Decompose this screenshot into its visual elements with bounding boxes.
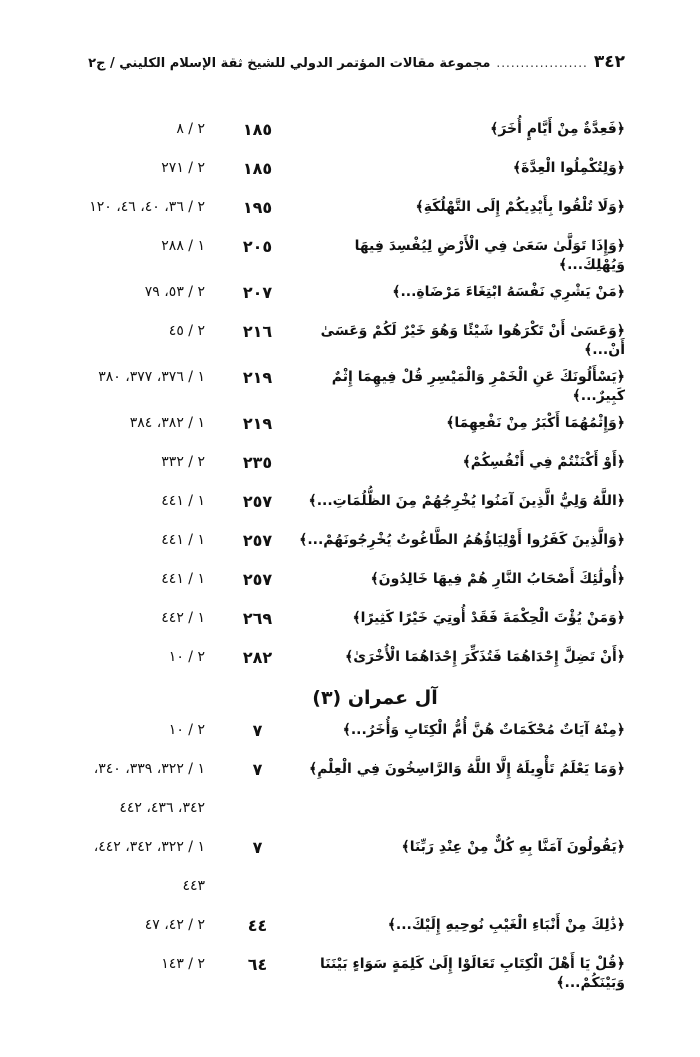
verse-number: ٢٦٩ xyxy=(242,609,273,628)
index-row xyxy=(0,406,700,445)
verse-number: ٢٥٧ xyxy=(242,492,273,511)
index-row xyxy=(0,151,700,190)
page-references: ١ / ٤٤١ xyxy=(161,571,205,587)
index-row xyxy=(0,484,700,523)
index-row xyxy=(0,830,700,869)
verse-text: ﴿فَعِدَّةٌ مِنْ أَيَّامٍ أُخَرَ﴾ xyxy=(490,121,625,137)
verse-text: ﴿وَعَسَىٰ أَنْ تَكْرَهُوا شَيْئًا وَهُوَ خَيْرٌ لَكُمْ وَعَسَىٰ أَنْ...﴾ xyxy=(320,323,625,358)
verse-number: ٢٠٥ xyxy=(242,237,273,256)
verse-number: ٢٠٧ xyxy=(242,283,273,302)
index-row xyxy=(0,360,700,406)
verse-number: ٢٨٢ xyxy=(242,648,273,667)
page-references: ٢ / ٢٧١ xyxy=(161,160,205,176)
index-row xyxy=(0,947,700,993)
verse-number: ٢١٩ xyxy=(242,414,273,433)
header-title: مجموعة مقالات المؤتمر الدولي للشيخ ثقة الإسلام الكليني / ج٢ xyxy=(88,56,491,71)
verse-number: ٢٥٧ xyxy=(242,570,273,589)
verse-text: ﴿وَلِتُكْمِلُوا الْعِدَّةَ﴾ xyxy=(512,160,625,176)
verse-text: ﴿وَالَّذِينَ كَفَرُوا أَوْلِيَاؤُهُمُ الطَّاغُوتُ يُخْرِجُونَهُمْ...﴾ xyxy=(299,532,625,548)
page-references: ٢ / ٨ xyxy=(176,121,205,137)
verse-number: ٦٤ xyxy=(247,955,268,974)
index-row xyxy=(0,791,700,830)
index-row xyxy=(0,601,700,640)
verse-text: ﴿أَنْ تَضِلَّ إِحْدَاهُمَا فَتُذَكِّرَ إِحْدَاهُمَا الْأُخْرَىٰ﴾ xyxy=(345,649,625,665)
verse-text: ﴿أُولَٰئِكَ أَصْحَابُ النَّارِ هُمْ فِيهَا خَالِدُونَ﴾ xyxy=(370,571,625,587)
index-row xyxy=(0,445,700,484)
index-row xyxy=(0,523,700,562)
page-references: ٢ / ٣٣٢ xyxy=(161,454,205,470)
verse-number: ٢١٦ xyxy=(242,322,273,341)
page-references: ٢ / ٤٥ xyxy=(168,323,205,339)
page-references: ٢ / ٥٣، ٧٩ xyxy=(144,284,205,300)
verse-text: ﴿وَلَا تُلْقُوا بِأَيْدِيكُمْ إِلَى التَّهْلُكَةِ﴾ xyxy=(415,199,625,215)
verse-text: ﴿وَإِثْمُهُمَا أَكْبَرُ مِنْ نَفْعِهِمَا﴾ xyxy=(446,415,625,431)
index-row xyxy=(0,229,700,275)
verse-index-baqarah xyxy=(0,112,700,679)
page-references: ١ / ٣٢٢، ٣٣٩، ٣٤٠، xyxy=(93,761,205,777)
index-row xyxy=(0,713,700,752)
verse-number: ٤٤ xyxy=(247,916,268,935)
verse-number: ٧ xyxy=(252,721,263,740)
page-references: ١ / ٤٤١ xyxy=(161,532,205,548)
index-row xyxy=(0,190,700,229)
verse-number: ٢٣٥ xyxy=(242,453,273,472)
running-header xyxy=(85,52,625,72)
index-row xyxy=(0,562,700,601)
index-row xyxy=(0,752,700,791)
page-number: ٣٤٢ xyxy=(593,52,625,72)
verse-number: ٢١٩ xyxy=(242,368,273,387)
verse-text: ﴿يَسْأَلُونَكَ عَنِ الْخَمْرِ وَالْمَيْسِرِ قُلْ فِيهِمَا إِثْمٌ كَبِيرٌ...﴾ xyxy=(331,369,625,404)
page-references: ٤٤٣ xyxy=(182,878,205,894)
page-references: ٢ / ٣٦، ٤٠، ٤٦، ١٢٠ xyxy=(89,199,205,215)
verse-number: ٧ xyxy=(252,760,263,779)
page-references: ٢ / ١٠ xyxy=(168,649,205,665)
verse-number: ١٩٥ xyxy=(242,198,273,217)
section-title-text: آل عمران (٣) xyxy=(312,687,438,709)
page-references: ١ / ٣٢٢، ٣٤٢، ٤٤٢، xyxy=(93,839,205,855)
verse-text: ﴿وَإِذَا تَوَلَّىٰ سَعَىٰ فِي الْأَرْضِ لِيُفْسِدَ فِيهَا وَيُهْلِكَ...﴾ xyxy=(354,238,625,273)
index-row xyxy=(0,640,700,679)
page-references: ٢ / ١٠ xyxy=(168,722,205,738)
index-row xyxy=(0,314,700,360)
verse-text: ﴿مِنْهُ آيَاتٌ مُحْكَمَاتٌ هُنَّ أُمُّ الْكِتَابِ وَأُخَرُ...﴾ xyxy=(342,722,625,738)
verse-number: ١٨٥ xyxy=(242,120,273,139)
page-body xyxy=(0,112,700,993)
page-references: ٢ / ٤٢، ٤٧ xyxy=(144,917,205,933)
index-row xyxy=(0,275,700,314)
section-title xyxy=(0,679,700,713)
verse-text: ﴿وَمَنْ يُؤْتَ الْحِكْمَةَ فَقَدْ أُوتِيَ خَيْرًا كَثِيرًا﴾ xyxy=(352,610,625,626)
page-references: ١ / ٢٨٨ xyxy=(161,238,205,254)
page-references: ١ / ٤٤١ xyxy=(161,493,205,509)
verse-number: ٢٥٧ xyxy=(242,531,273,550)
index-row xyxy=(0,908,700,947)
verse-number: ٧ xyxy=(252,838,263,857)
header-dots: ................... xyxy=(496,56,588,70)
verse-index-al-imran xyxy=(0,713,700,993)
page-references: ١ / ٤٤٢ xyxy=(161,610,205,626)
index-row xyxy=(0,112,700,151)
verse-text: ﴿ذَٰلِكَ مِنْ أَنْبَاءِ الْغَيْبِ نُوحِيهِ إِلَيْكَ...﴾ xyxy=(387,917,625,933)
page-references: ٢ / ١٤٣ xyxy=(161,956,205,972)
verse-text: ﴿قُلْ يَا أَهْلَ الْكِتَابِ تَعَالَوْا إِلَىٰ كَلِمَةٍ سَوَاءٍ بَيْنَنَا وَبَيْنَكُمْ...﴾ xyxy=(320,956,625,991)
verse-text: ﴿وَمَا يَعْلَمُ تَأْوِيلَهُ إِلَّا اللَّهُ وَالرَّاسِخُونَ فِي الْعِلْمِ﴾ xyxy=(309,761,625,777)
page-references: ١ / ٣٧٦، ٣٧٧، ٣٨٠ xyxy=(98,369,205,385)
verse-text: ﴿اللَّهُ وَلِيُّ الَّذِينَ آمَنُوا يُخْرِجُهُمْ مِنَ الظُّلُمَاتِ...﴾ xyxy=(308,493,625,509)
verse-text: ﴿أَوْ أَكْنَنْتُمْ فِي أَنْفُسِكُمْ﴾ xyxy=(462,454,625,470)
page-references: ١ / ٣٨٢، ٣٨٤ xyxy=(129,415,205,431)
index-row xyxy=(0,869,700,908)
page-references: ٣٤٢، ٤٣٦، ٤٤٢ xyxy=(119,800,205,816)
verse-text: ﴿يَقُولُونَ آمَنَّا بِهِ كُلٌّ مِنْ عِنْدِ رَبِّنَا﴾ xyxy=(401,839,625,855)
verse-number: ١٨٥ xyxy=(242,159,273,178)
verse-text: ﴿مَنْ يَشْرِي نَفْسَهُ ابْتِغَاءَ مَرْضَاةِ...﴾ xyxy=(392,284,625,300)
